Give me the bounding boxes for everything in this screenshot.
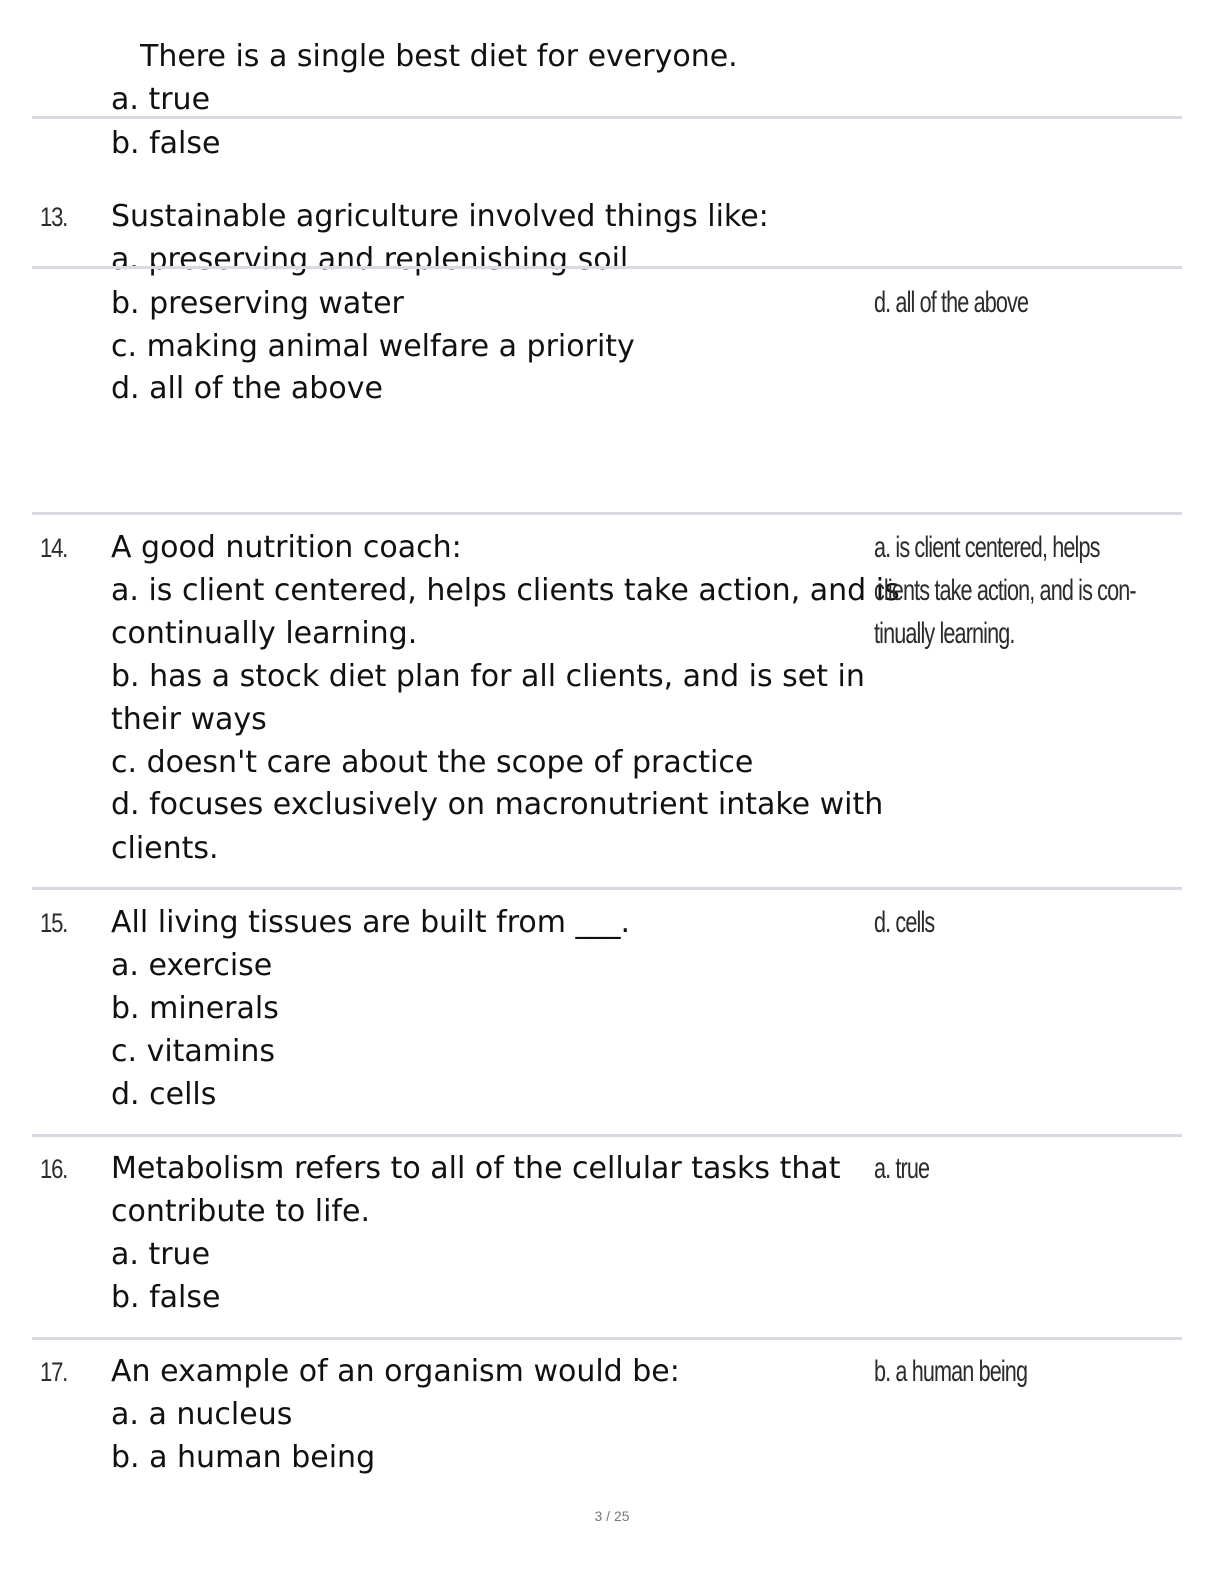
question-text-line-2: contribute to life. <box>111 1194 370 1229</box>
question-text: There is a single best diet for everyone. <box>140 39 738 74</box>
divider <box>32 266 1182 269</box>
answer-text: d. cells <box>874 906 935 939</box>
divider <box>32 1134 1182 1137</box>
option-c: c. doesn't care about the scope of practice <box>111 745 754 780</box>
option-a-line-1: a. is client centered, helps clients take action, and is <box>111 573 900 608</box>
option-d: d. cells <box>111 1077 217 1112</box>
divider <box>32 887 1182 890</box>
option-a: a. preserving and replenishing soil <box>111 242 629 277</box>
option-a: a. a nucleus <box>111 1397 293 1432</box>
question-text: All living tissues are built from ___. <box>111 905 631 940</box>
option-a: a. exercise <box>111 948 273 983</box>
option-a: a. true <box>111 82 211 117</box>
answer-text-line-3: tinually learning. <box>874 617 1015 650</box>
question-text-line-1: Metabolism refers to all of the cellular tasks that <box>111 1151 841 1186</box>
option-b: b. preserving water <box>111 286 404 321</box>
option-b: b. false <box>111 1280 221 1315</box>
option-b-line-2: their ways <box>111 702 267 737</box>
question-number: 14. <box>40 533 68 563</box>
option-b: b. minerals <box>111 991 279 1026</box>
option-b: b. false <box>111 126 221 161</box>
answer-text-line-2: clients take action, and is con- <box>874 574 1136 607</box>
answer-text-line-1: a. is client centered, helps <box>874 531 1100 564</box>
question-number: 13. <box>40 202 68 232</box>
answer-text: b. a human being <box>874 1355 1028 1388</box>
answer-text: d. all of the above <box>874 286 1029 319</box>
option-a-line-2: continually learning. <box>111 616 418 651</box>
divider <box>32 116 1182 119</box>
divider <box>32 1337 1182 1340</box>
option-b-line-1: b. has a stock diet plan for all clients, and is set in <box>111 659 865 694</box>
option-a: a. true <box>111 1237 211 1272</box>
divider <box>32 512 1182 515</box>
answer-text: a. true <box>874 1152 930 1185</box>
option-d-line-1: d. focuses exclusively on macronutrient intake with <box>111 787 884 822</box>
option-d: d. all of the above <box>111 371 383 406</box>
question-number: 15. <box>40 908 68 938</box>
option-c: c. making animal welfare a priority <box>111 329 635 364</box>
question-number: 16. <box>40 1154 68 1184</box>
question-text: An example of an organism would be: <box>111 1354 680 1389</box>
option-d-line-2: clients. <box>111 831 219 866</box>
question-number: 17. <box>40 1357 68 1387</box>
option-b: b. a human being <box>111 1440 376 1475</box>
option-c: c. vitamins <box>111 1034 276 1069</box>
question-text: A good nutrition coach: <box>111 530 462 565</box>
question-text: Sustainable agriculture involved things like: <box>111 199 769 234</box>
page-number: 3 / 25 <box>594 1508 630 1524</box>
